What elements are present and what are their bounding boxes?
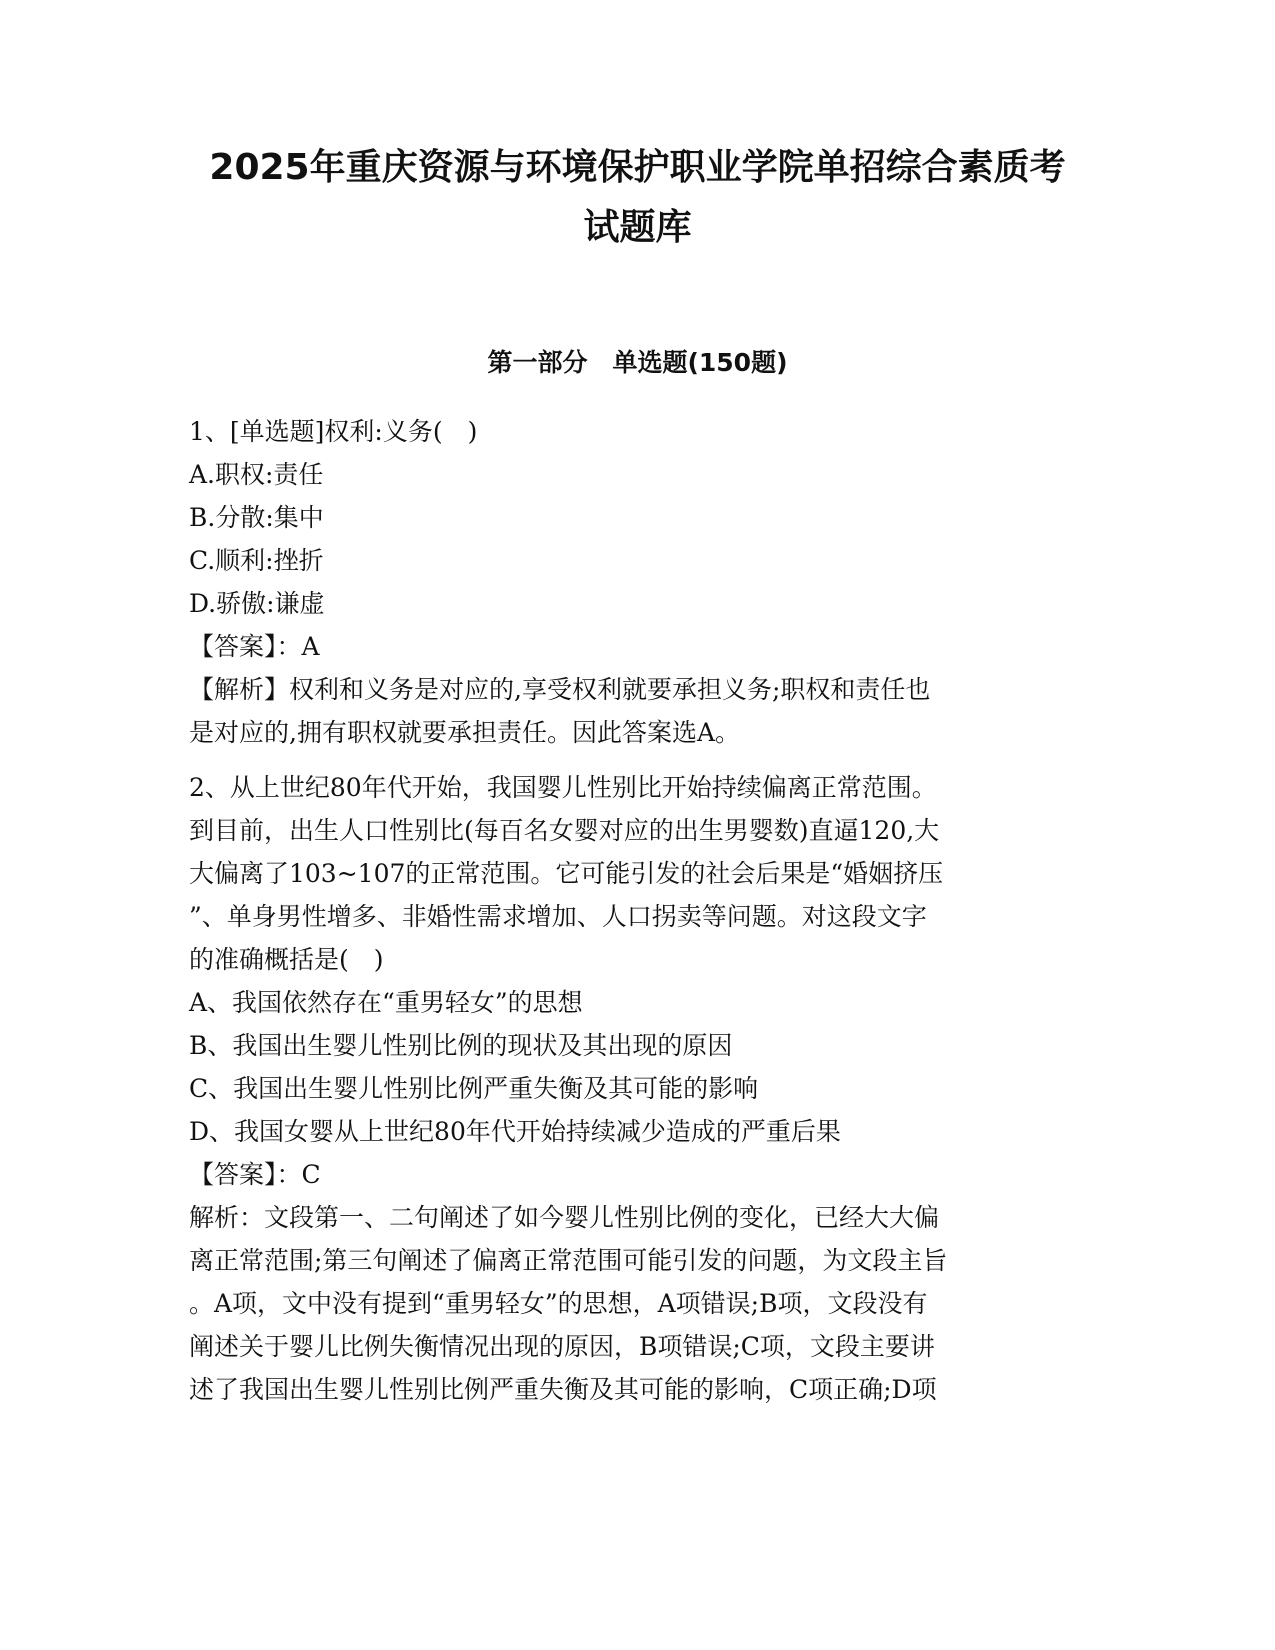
document-title-line-2: 试题库: [583, 207, 692, 248]
question-analysis-line-3: 。A项，文中没有提到“重男轻女”的思想，A项错误;B项，文段没有: [189, 1289, 928, 1318]
question-stem: 1、[单选题]权利:义务( ): [189, 417, 478, 446]
question-analysis-line-1: 【解析】权利和义务是对应的,享受权利就要承担义务;职权和责任也: [189, 675, 931, 704]
question-stem-line-5: 的准确概括是( ): [189, 945, 384, 974]
question-stem-line-4: ”、单身男性增多、非婚性需求增加、人口拐卖等问题。对这段文字: [189, 902, 927, 931]
question-analysis-line-2: 离正常范围;第三句阐述了偏离正常范围可能引发的问题，为文段主旨: [189, 1246, 948, 1275]
question-stem-line-1: 2、从上世纪80年代开始，我国婴儿性别比开始持续偏离正常范围。: [189, 773, 937, 802]
question-analysis-line-1: 解析：文段第一、二句阐述了如今婴儿性别比例的变化，已经大大偏: [189, 1203, 940, 1232]
question-option-b: B、我国出生婴儿性别比例的现状及其出现的原因: [189, 1031, 733, 1060]
question-stem-line-3: 大偏离了103~107的正常范围。它可能引发的社会后果是“婚姻挤压: [189, 859, 944, 888]
question-2: [189, 766, 1089, 1411]
question-1: [189, 410, 1089, 754]
question-option-c: C、我国出生婴儿性别比例严重失衡及其可能的影响: [189, 1074, 759, 1103]
question-option-d: D.骄傲:谦虚: [189, 589, 325, 618]
question-option-d: D、我国女婴从上世纪80年代开始持续减少造成的严重后果: [189, 1117, 841, 1146]
document-title: [150, 138, 1125, 258]
question-list: [189, 410, 1089, 1411]
question-analysis-line-2: 是对应的,拥有职权就要承担责任。因此答案选A。: [189, 718, 741, 747]
document-title-line-1: 2025年重庆资源与环境保护职业学院单招综合素质考: [209, 147, 1066, 188]
question-option-a: A、我国依然存在“重男轻女”的思想: [189, 988, 583, 1017]
question-answer: 【答案】：A: [189, 632, 320, 661]
section-heading: 第一部分 单选题(150题): [487, 348, 788, 377]
question-option-a: A.职权:责任: [189, 460, 324, 489]
question-analysis-line-5: 述了我国出生婴儿性别比例严重失衡及其可能的影响，C项正确;D项: [189, 1375, 937, 1404]
question-stem-line-2: 到目前，出生人口性别比(每百名女婴对应的出生男婴数)直逼120,大: [189, 816, 940, 845]
question-answer: 【答案】：C: [189, 1160, 321, 1189]
question-option-b: B.分散:集中: [189, 503, 324, 532]
question-analysis-line-4: 阐述关于婴儿比例失衡情况出现的原因，B项错误;C项，文段主要讲: [189, 1332, 935, 1361]
question-spacer: [189, 754, 1089, 766]
question-option-c: C.顺利:挫折: [189, 546, 324, 575]
